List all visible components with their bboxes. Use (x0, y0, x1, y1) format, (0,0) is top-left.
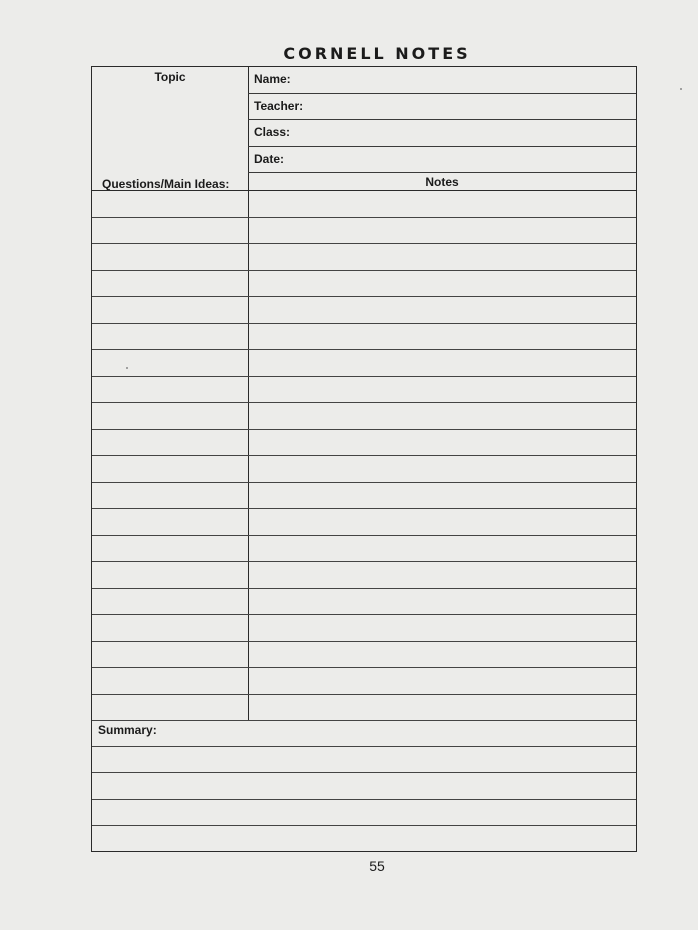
document-title: CORNELL NOTES (283, 44, 471, 63)
ruled-line (92, 243, 636, 244)
ruled-line (92, 508, 636, 509)
page-number: 55 (369, 858, 385, 874)
ruled-line (92, 588, 636, 589)
summary-label: Summary: (98, 723, 157, 737)
ruled-line (92, 694, 636, 695)
header-fields (248, 67, 636, 173)
class-label: Class: (254, 125, 291, 139)
teacher-label: Teacher: (254, 98, 304, 113)
ruled-line (92, 561, 636, 562)
ruled-line (92, 482, 636, 483)
ruled-line (92, 667, 636, 668)
scan-speck (680, 88, 682, 90)
ruled-line (92, 402, 636, 403)
name-field[interactable] (248, 67, 636, 94)
notes-header: Notes (425, 175, 459, 189)
ruled-line (92, 323, 636, 324)
teacher-field[interactable] (248, 94, 636, 121)
summary-line (92, 772, 636, 773)
ruled-line (92, 349, 636, 350)
summary-line (92, 746, 636, 747)
ruled-line (92, 270, 636, 271)
date-field[interactable] (248, 147, 636, 174)
summary-line (92, 825, 636, 826)
ruled-line (92, 217, 636, 218)
ruled-line (92, 641, 636, 642)
cornell-notes-sheet (91, 66, 637, 852)
topic-label: Topic (154, 70, 186, 84)
ruled-line (92, 455, 636, 456)
name-label: Name: (254, 72, 291, 86)
ruled-line (92, 376, 636, 377)
scan-speck (126, 367, 128, 369)
questions-main-ideas-label: Questions/Main Ideas: (102, 177, 230, 191)
questions-column (92, 67, 249, 720)
ruled-line (92, 535, 636, 536)
column-header-rule (92, 190, 636, 191)
date-label: Date: (254, 151, 285, 166)
class-field[interactable] (248, 120, 636, 147)
ruled-line (92, 720, 636, 721)
ruled-line (92, 614, 636, 615)
ruled-line (92, 296, 636, 297)
ruled-line (92, 429, 636, 430)
summary-line (92, 799, 636, 800)
